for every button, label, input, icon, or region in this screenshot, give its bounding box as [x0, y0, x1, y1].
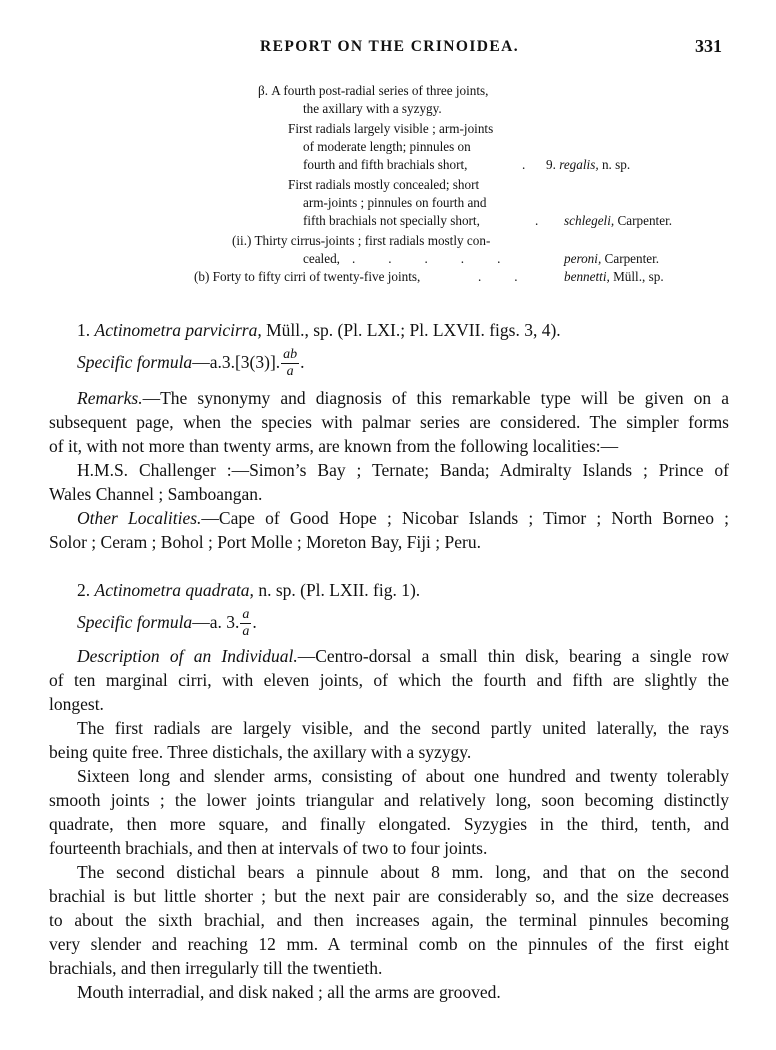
species-1-formula-fraction	[281, 348, 299, 379]
species-2-number: 2.	[77, 580, 91, 600]
species-2-formula-numerator: a	[242, 607, 250, 623]
other-localities-text-1: —Cape of Good Hope ; Nicobar Islands ; Timor ; North Borneo ;	[201, 508, 729, 528]
key-a-result-author: n. sp.	[601, 157, 631, 172]
key-a-line-2: of moderate length; pinnules on	[303, 139, 471, 154]
challenger-localities-line-1: H.M.S. Challenger :—Simon’s Bay ; Ternate; Banda; Admiralty Islands ; Prince of	[77, 460, 729, 480]
pinnules-line-1: The second distichal bears a pinnule about 8 mm. long, and that on the second	[77, 862, 729, 882]
other-localities-label: Other Localities.	[77, 508, 202, 528]
description-line-2: of ten marginal cirri, with eleven joints, of which the fourth and fifth are slightly the	[49, 670, 729, 690]
running-title: REPORT ON THE CRINOIDEA.	[260, 38, 519, 55]
species-2-heading	[77, 578, 729, 602]
key-ii-line-2: cealed,	[303, 251, 340, 266]
other-localities-line-2: Solor ; Ceram ; Bohol ; Port Molle ; Moreton Bay, Fiji ; Peru.	[49, 532, 481, 552]
challenger-localities-line-2: Wales Channel ; Samboangan.	[49, 484, 263, 504]
key-a-result-species: regalis,	[559, 157, 599, 172]
key-beta-line-2: the axillary with a syzygy.	[303, 101, 442, 116]
species-1-formula-denominator: a	[286, 364, 294, 380]
key-ii-line-1: (ii.) Thirty cirrus-joints ; first radials mostly con-	[232, 233, 491, 248]
key-ii-dots: . . . . .	[352, 251, 501, 266]
description-line-3: longest.	[49, 694, 104, 714]
species-2-formula-denominator: a	[242, 624, 250, 640]
key-b-line-2: arm-joints ; pinnules on fourth and	[303, 195, 487, 210]
key-b-line-1: First radials mostly concealed; short	[288, 177, 480, 192]
species-1-formula-numerator: ab	[283, 347, 298, 363]
species-2-rest: n. sp. (Pl. LXII. fig. 1).	[258, 580, 421, 600]
species-2-formula	[77, 606, 729, 638]
page-number: 331	[695, 36, 722, 56]
arms-line-2: smooth joints ; the lower joints triangular and relatively long, soon becoming distinctly	[49, 790, 729, 810]
species-1-rest: Müll., sp. (Pl. LXI.; Pl. LXVII. figs. 3, 4).	[266, 320, 561, 340]
description-label: Description of an Individual.	[77, 646, 298, 666]
key-a-result-number: 9.	[546, 157, 556, 172]
pinnules-line-5: brachials, and then irregularly till the twentieth.	[49, 958, 383, 978]
species-1-formula-text: —a.3.[3(3)].	[192, 352, 281, 372]
remarks-line-1	[77, 386, 729, 410]
key-a-line-3: fourth and fifth brachials short,	[303, 157, 468, 172]
key-a-result	[546, 156, 630, 173]
key-b-result-author: Carpenter.	[617, 213, 673, 228]
arms-line-4: fourteenth brachials, and then at intervals of two to four joints.	[49, 838, 488, 858]
radials-line-2: being quite free. Three distichals, the axillary with a syzygy.	[49, 742, 472, 762]
key-b-result	[564, 212, 672, 229]
key-b-dots: .	[535, 213, 539, 228]
pinnules-line-3: to about the sixth brachial, and then increases again, the terminal pinnules becoming	[49, 910, 729, 930]
key-ii-result-species: peroni,	[564, 251, 602, 266]
key-ii-result	[564, 250, 659, 267]
species-1-number: 1.	[77, 320, 91, 340]
species-1-formula-end: .	[300, 352, 305, 372]
pinnules-line-2: brachial is but little shorter ; but the next pair are considerably so, and the size decreases	[49, 886, 729, 906]
remarks-label: Remarks.	[77, 388, 143, 408]
key-b2-dots: . .	[478, 269, 518, 284]
other-localities-line-1	[77, 506, 729, 530]
species-2-name: Actinometra quadrata,	[94, 580, 254, 600]
key-b2-result-author: Müll., sp.	[613, 269, 664, 284]
species-2-formula-fraction	[240, 608, 251, 639]
key-a-dots: .	[522, 157, 526, 172]
species-2-formula-end: .	[252, 612, 257, 632]
key-a-line-1: First radials largely visible ; arm-joints	[288, 121, 494, 136]
arms-line-1: Sixteen long and slender arms, consisting of about one hundred and twenty tolerably	[77, 766, 729, 786]
key-b-result-species: schlegeli,	[564, 213, 615, 228]
remarks-text-1: —The synonymy and diagnosis of this remarkable type will be given on a	[142, 388, 729, 408]
key-b2-line: (b) Forty to fifty cirri of twenty-five joints,	[194, 269, 421, 284]
species-1-heading	[77, 318, 729, 342]
arms-line-3: quadrate, then more square, and finally elongated. Syzygies in the third, tenth, and	[49, 814, 729, 834]
species-1-name: Actinometra parvicirra,	[94, 320, 262, 340]
remarks-line-3: of it, with not more than twenty arms, are known from the following localities:—	[49, 436, 619, 456]
pinnules-line-4: very slender and reaching 12 mm. A terminal comb on the pinnules of the first eight	[49, 934, 729, 954]
species-1-formula-label: Specific formula	[77, 352, 193, 372]
species-2-formula-label: Specific formula	[77, 612, 193, 632]
key-b-line-3: fifth brachials not specially short,	[303, 213, 480, 228]
key-b2-result	[564, 268, 664, 285]
radials-line-1: The first radials are largely visible, and the second partly united laterally, the rays	[77, 718, 729, 738]
page-header	[0, 38, 776, 62]
key-b2-result-species: bennetti,	[564, 269, 610, 284]
key-ii-result-author: Carpenter.	[604, 251, 660, 266]
description-line-1	[77, 644, 729, 668]
description-text-1: —Centro-dorsal a small thin disk, bearing a single row	[297, 646, 729, 666]
remarks-line-2: subsequent page, when the species with palmar series are considered. The simpler forms	[49, 412, 729, 432]
mouth-line-1: Mouth interradial, and disk naked ; all the arms are grooved.	[77, 982, 501, 1002]
key-beta-line-1: β. A fourth post-radial series of three joints,	[258, 83, 489, 98]
species-1-formula	[77, 346, 729, 378]
species-2-formula-text: —a. 3.	[192, 612, 240, 632]
